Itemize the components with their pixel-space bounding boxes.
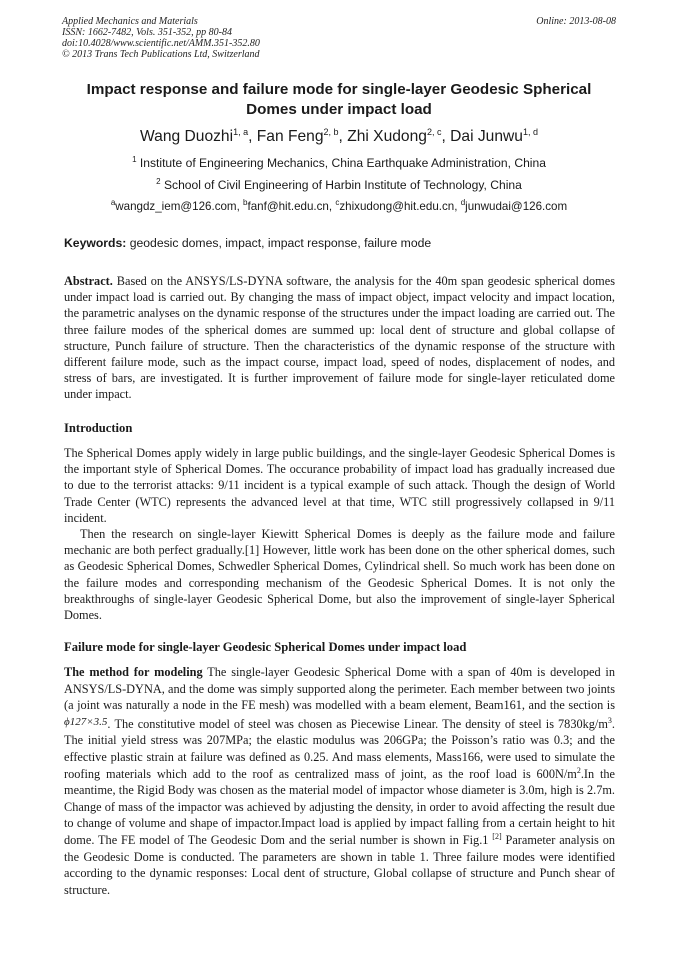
author-affiliation-mark: 2, b (323, 127, 339, 137)
issn-line: ISSN: 1662-7482, Vols. 351-352, pp 80-84 (62, 27, 232, 38)
affiliation-text: Institute of Engineering Mechanics, China Earthquake Administration, China (139, 156, 546, 170)
section-symbol: ϕ127×3.5 (64, 715, 108, 728)
affiliation-2 (62, 177, 616, 193)
email-link[interactable]: junwudai@126.com (465, 200, 568, 213)
journal-name: Applied Mechanics and Materials (62, 16, 198, 27)
citation-superscript: [2] (492, 831, 502, 841)
author-name: Fan Feng (256, 128, 324, 145)
method-text: . The constitutive model of steel was chosen as Piecewise Linear. The density of steel is 7830kg/m (107, 716, 608, 731)
abstract (64, 273, 615, 403)
introduction-paragraph-1: The Spherical Domes apply widely in large public buildings, and the single-layer Geodesic Spherical Domes is the important style of Spherical Domes. The occurance probability of impact load has gradually increased due to due to the terrorist attacks: 9/11 incident is a typical example of such attack. Though the design of World Trade Center (WTC) represents the advanced level at that time, WTC still progressively collapsed in 9/11 incident. (64, 446, 615, 525)
method-text: . The initial yield stress was 207MPa; the elastic modulus was 206GPa; the Poisson’s ratio was 0.3; and the effective plastic strain at failure was defined as 0.25. And mass elements, Mass166, were used to simulate the roofing materials which add to the roof as centralized mass of joint, as the roof load is 600N/m (64, 716, 615, 781)
journal-header (62, 16, 260, 60)
abstract-label: Abstract. (64, 274, 113, 288)
email-link[interactable]: fanf@hit.edu.cn (247, 200, 329, 213)
affiliation-text: School of Civil Engineering of Harbin Institute of Technology, China (163, 178, 522, 192)
email-mark: d (460, 198, 466, 207)
doi-line[interactable]: doi:10.4028/www.scientific.net/AMM.351-352.80 (62, 38, 260, 49)
superscript: 3 (607, 715, 612, 725)
method-text: The single-layer Geodesic Spherical Dome with a span of 40m is developed in ANSYS/LS-DYNA, and the dome was simply supported along the perimeter. Each member between two joints (a joint was naturally a node in the FE mesh) was modelled with a beam element, Beam161, and the section is (64, 665, 616, 713)
method-text: Parameter analysis on the Geodesic Dome is conducted. The parameters are shown in table 1. Three failure modes were identified according to the dynamic responses: Local dent of structure, Global collapse of structure and Punch shear of structure. (64, 832, 615, 897)
copyright-line: © 2013 Trans Tech Publications Ltd, Switzerland (62, 49, 260, 60)
email-mark: c (335, 198, 340, 207)
method-text: .In the meantime, the Rigid Body was chosen as the material model of impactor whose diameter is 3.0m, high is 2.7m. Change of mass of the impactor was achieved by adjusting the density, in order to avoid affecting the result due to change of volume and shape of impactor.Impact load is applied by impact falling from a certain height to hit dome. The FE model of The Geodesic Dom and the serial number is shown in Fig.1 (64, 766, 615, 847)
keywords-label: Keywords: (64, 236, 127, 250)
author-name: Dai Junwu (450, 128, 523, 145)
failure-mode-heading: Failure mode for single-layer Geodesic Spherical Domes under impact load (64, 640, 467, 654)
introduction-heading: Introduction (64, 421, 133, 435)
abstract-text: Based on the ANSYS/LS-DYNA software, the analysis for the 40m span geodesic spherical domes under impact load is carried out. By changing the mass of impact object, impact velocity and impact location, the parametric analyses on the dynamic response of the structures under the impact loading are carried out. The three failure modes of the spherical domes are summed up: local dent of structure and global collapse of structure, Punch failure of structure. Then the characteristics of the dynamic response of the structure with different failure mode, such as the impact course, impact load, speed of nodes, displacement of nodes, and stress of bars, are investigated. It is further improvement of failure mode for single-layer reticulated dome under impact. (64, 274, 615, 402)
author-name: Zhi Xudong (347, 128, 427, 145)
author-affiliation-mark: 2, c (426, 127, 442, 137)
affiliation-mark: 1 (132, 155, 137, 164)
email-link[interactable]: wangdz_iem@126.com (115, 200, 237, 213)
author-list: Wang Duozhi$^{1, a}$, Fan Feng$^{2, b}$, Zhi Xudong$^{2, c}$, Dai Junwu$^{1, d}$ (140, 127, 538, 145)
author-affiliation-mark: 1, a (233, 127, 249, 137)
modeling-method-paragraph (64, 664, 615, 898)
paper-title: Impact response and failure mode for single-layer Geodesic Spherical Domes under impact load (86, 81, 592, 118)
keywords-text: geodesic domes, impact, impact response, failure mode (129, 236, 432, 250)
email-mark: b (243, 198, 248, 207)
keywords (64, 235, 616, 251)
superscript: 2 (576, 765, 581, 775)
author-name: Wang Duozhi (140, 128, 234, 145)
email-mark: a (110, 198, 116, 207)
introduction-paragraph-2: Then the research on single-layer Kiewitt Spherical Domes is deeply as the failure mode and failure mechanic are both perfect gradually.[1] However, little work has been done on the other spherical domes, such as Geodesic Spherical Domes, Schwedler Spherical Domes, Cylindrical shell. So much work has been done on the failure modes and corresponding mechanism of the Geodesic Spherical Domes. It is not only the breakthroughs of single-layer Geodesic Spherical Dome, but also the improvement of single-layer Spherical Domes. (64, 527, 615, 623)
email-link[interactable]: zhixudong@hit.edu.cn (339, 200, 455, 213)
affiliation-1 (62, 155, 616, 171)
email-list: $^a$wangdz_iem@126.com, $^b$fanf@hit.edu.cn, $^c$zhixudong@hit.edu.cn, $^d$junwudai@126.com (110, 198, 568, 213)
affiliation-mark: 2 (156, 177, 161, 186)
method-label: The method for modeling (64, 665, 203, 679)
online-date: Online: 2013-08-08 (536, 16, 616, 27)
author-affiliation-mark: 1, d (522, 127, 538, 137)
